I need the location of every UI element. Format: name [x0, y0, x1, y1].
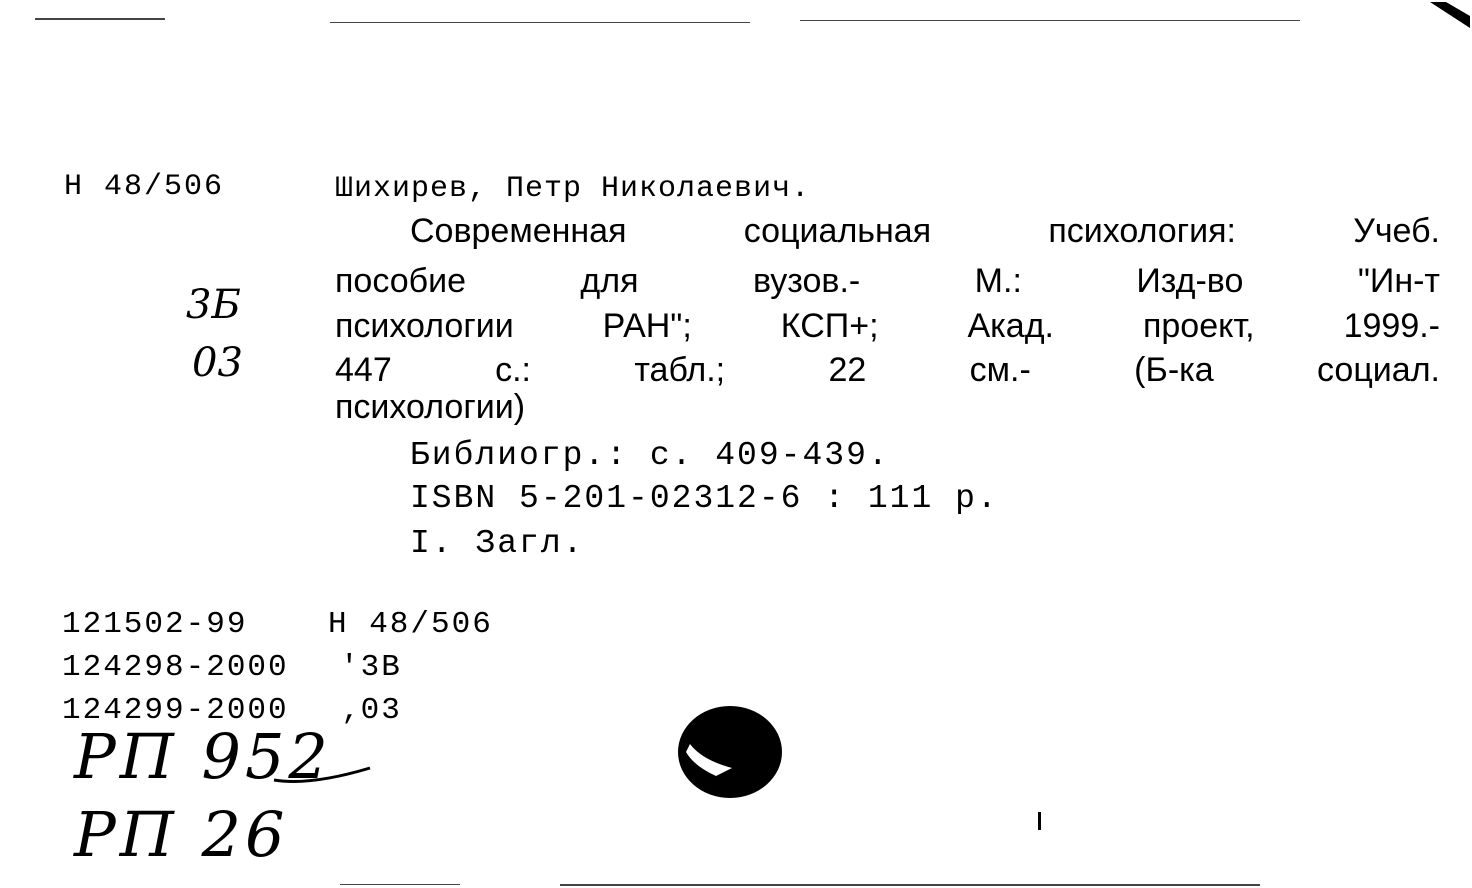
- handwritten-mark-03: 03: [192, 340, 243, 386]
- corner-fold-mark: [1428, 0, 1472, 30]
- top-border-mark: [330, 22, 750, 23]
- description-line: психологии РАН"; КСП+; Акад. проект, 1999.-: [335, 307, 1440, 345]
- top-border-mark: [35, 18, 165, 20]
- description-line: психологии): [335, 388, 526, 426]
- accession-number: 124299-2000: [62, 693, 289, 728]
- accession-location: Н 48/506: [328, 607, 493, 642]
- card-punch-hole: [672, 700, 788, 804]
- handwritten-underline: [270, 758, 380, 788]
- handwritten-code: РП 952: [74, 720, 332, 793]
- accession-number: 121502-99: [62, 607, 248, 642]
- title-entry-note: I. Загл.: [410, 525, 585, 562]
- description-line: пособие для вузов.- М.: Изд-во "Ин-т: [335, 262, 1440, 300]
- handwritten-code: РП 26: [74, 798, 289, 871]
- handwritten-mark-3b: 3Б: [186, 282, 241, 328]
- accession-location: ‚03: [340, 693, 402, 728]
- description-line: 447 с.: табл.; 22 см.- (Б-ка социал.: [335, 351, 1440, 389]
- shelfmark: Н 48/506: [64, 170, 225, 204]
- bibliography-note: Библиогр.: с. 409-439.: [410, 437, 890, 474]
- top-border-mark: [800, 20, 1300, 21]
- isbn-note: ISBN 5-201-02312-6 : 111 р.: [410, 480, 999, 517]
- accession-location: '3В: [340, 650, 402, 685]
- bottom-border-mark: [340, 884, 460, 885]
- author: Шихирев, Петр Николаевич.: [335, 172, 811, 206]
- stray-mark: [1038, 812, 1041, 830]
- accession-number: 124298-2000: [62, 650, 289, 685]
- description-line: Современная социальная психология: Учеб.: [410, 212, 1440, 250]
- bottom-border-mark: [560, 884, 1260, 886]
